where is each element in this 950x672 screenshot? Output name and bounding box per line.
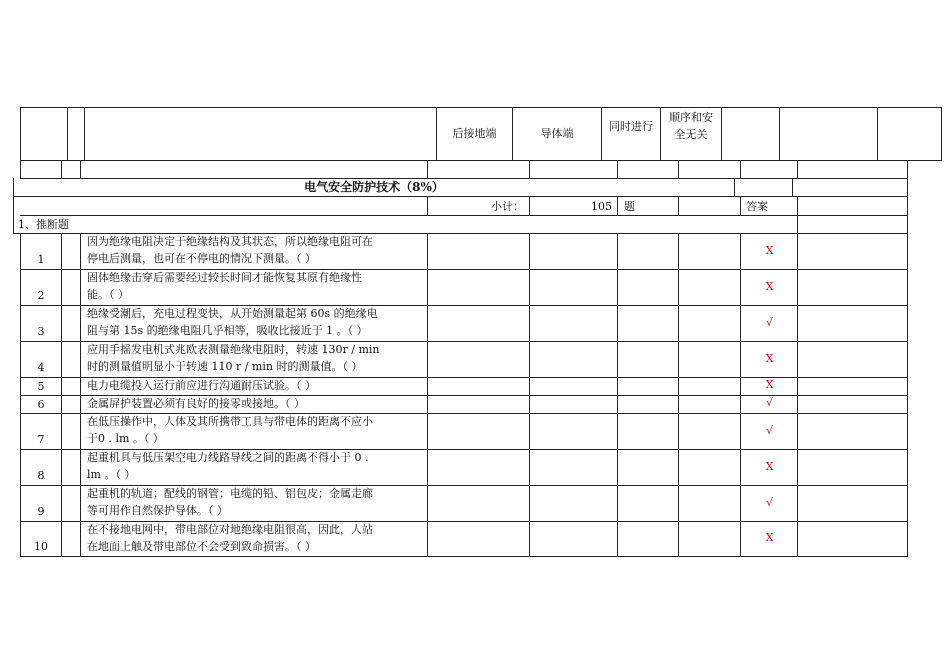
subsection-title: 1、推断题 [18, 218, 69, 231]
question-number: 8 [37, 469, 45, 482]
question-number: 4 [37, 361, 45, 374]
question-text-line2: 阻与第 15s 的绝缘电阻几乎相等，吸收比接近于 1 。（ ） [87, 324, 368, 337]
answer-column-label: 答案 [746, 200, 768, 213]
answer-mark: X [765, 460, 774, 473]
question-text-line2: 在地面上触及带电部位不会受到致命损害。（ ） [87, 540, 316, 553]
question-text-line1: 起重机的轨道；配线的钢管；电缆的铅、铝包皮；金属走廊 [87, 487, 373, 500]
question-text-line1: 绝缘受潮后，充电过程变快，从开始测量起第 60s 的绝缘电 [87, 307, 378, 320]
answer-mark: √ [765, 496, 773, 509]
section-title: 电气安全防护技术（8%） [304, 180, 444, 194]
answer-mark: √ [765, 396, 773, 409]
question-text-line2: 于0 . lm 。（ ） [87, 432, 164, 445]
question-text-line2: lm 。（ ） [87, 468, 136, 481]
answer-mark: X [765, 280, 774, 293]
header-col-conductor-end: 导体端 [540, 127, 574, 140]
answer-mark: X [765, 352, 774, 365]
subtotal-label: 小计： [491, 200, 524, 213]
question-text-line1: 固体绝缘击穿后需要经过较长时间才能恢复其原有绝缘性 [87, 271, 362, 284]
question-number: 9 [37, 505, 45, 518]
question-text-line1: 电力电缆投入运行前应进行沟通耐压试验。（ ） [87, 379, 316, 392]
question-text-line2: 能。（ ） [87, 288, 129, 301]
question-number: 5 [37, 380, 45, 393]
question-number: 1 [37, 253, 45, 266]
question-text-line1: 应用手摇发电机式兆欧表测量绝缘电阻时，转速 130r / min [87, 343, 380, 356]
question-text-line1: 在低压操作中，人体及其所携带工具与带电体的距离不应小 [87, 415, 373, 428]
answer-mark: X [765, 378, 774, 391]
answer-mark: √ [765, 424, 773, 437]
header-col-simultaneous: 同时进行 [609, 120, 653, 133]
question-text-line1: 金属屏护装置必须有良好的接零或接地。（ ） [87, 397, 305, 410]
question-number: 6 [37, 398, 45, 411]
answer-mark: √ [765, 316, 773, 329]
subtotal-value: 105 [591, 200, 612, 213]
question-text-line2: 等可用作自然保护导体。（ ） [87, 504, 228, 517]
question-text-line1: 因为绝缘电阻决定于绝缘结构及其状态，所以绝缘电阻可在 [87, 235, 373, 248]
answer-mark: X [765, 244, 774, 257]
header-col-ground-end: 后接地端 [452, 127, 497, 140]
subtotal-unit: 题 [624, 200, 635, 213]
question-number: 3 [37, 325, 45, 338]
answer-mark: X [765, 531, 774, 544]
question-text-line1: 起重机具与低压架空电力线路导线之间的距离不得小于 0 . [87, 451, 369, 464]
header-col-order-irrelevant: 顺序和安全无关 [669, 111, 713, 141]
question-number: 2 [37, 289, 45, 302]
question-text-line1: 在不接地电网中，带电部位对地绝缘电阻很高，因此，人站 [87, 523, 373, 536]
question-text-line2: 停电后测量，也可在不停电的情况下测量。（ ） [87, 252, 316, 265]
question-number: 10 [34, 540, 48, 553]
question-number: 7 [37, 433, 45, 446]
question-text-line2: 时的测量值明显小于转速 110 r / min 时的测量值。（ ） [87, 360, 363, 373]
